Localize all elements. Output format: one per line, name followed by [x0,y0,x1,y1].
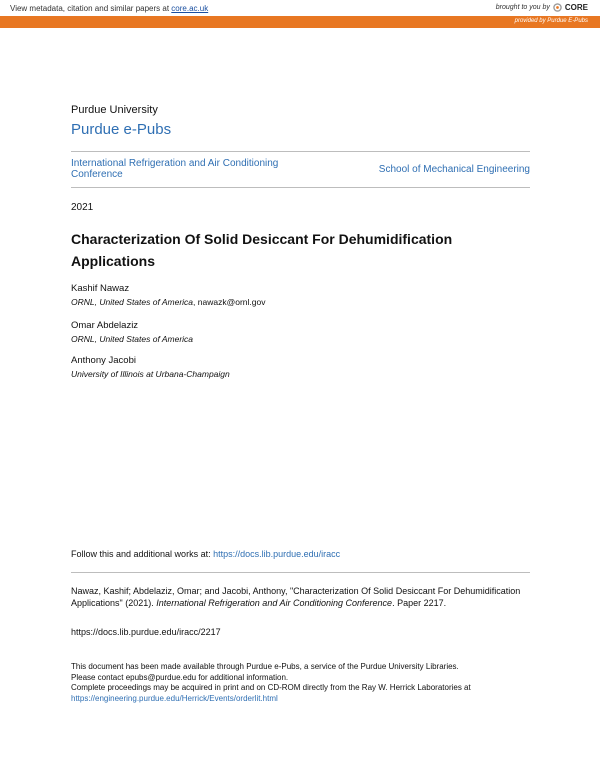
author-name: Kashif Nawaz [71,283,130,294]
core-logo-icon [553,3,562,12]
paper-title-text: Characterization Of Solid Desiccant For Dehumidification Applications [71,231,453,269]
author-name: Omar Abdelaziz [71,320,139,331]
repository-link[interactable]: Purdue e-Pubs [71,121,172,138]
paper-title[interactable] [71,228,501,272]
university-name: Purdue University [71,104,158,116]
follow-link[interactable]: https://docs.lib.purdue.edu/iracc [213,549,341,559]
core-logo[interactable]: CORE [564,3,588,12]
author-affiliation [71,297,265,307]
citation-paper-number: . Paper 2217. [392,598,447,608]
divider [71,187,530,188]
author-name: Anthony Jacobi [71,355,136,366]
note-line: Complete proceedings may be acquired in print and on CD-ROM directly from the Ray W. Herrick Laboratories at [71,683,471,692]
author-affiliation: University of Illinois at Urbana-Champaign [71,369,230,379]
note-line: Please contact epubs@purdue.edu for additional information. [71,672,289,682]
note-line: This document has been made available through Purdue e-Pubs, a service of the Purdue University Libraries. [71,662,459,671]
follow-line [71,549,340,559]
school-link[interactable]: School of Mechanical Engineering [378,164,530,175]
follow-text: Follow this and additional works at: [71,549,214,559]
brought-by [496,3,588,12]
citation [71,585,531,609]
core-metadata-text [10,4,208,13]
affiliation-text: ORNL, United States of America [71,297,194,307]
core-link[interactable]: core.ac.uk [171,4,209,13]
core-banner [0,0,600,16]
provided-by-text: provided by Purdue E-Pubs [514,18,588,24]
brought-text: brought to you by [495,4,550,11]
author-affiliation: ORNL, United States of America [71,334,194,344]
availability-note [71,662,541,704]
citation-url[interactable]: https://docs.lib.purdue.edu/iracc/2217 [71,627,221,637]
author-email: , nawazk@ornl.gov [193,297,266,307]
divider [71,572,530,573]
citation-text: Nawaz, Kashif; Abdelaziz, Omar; and Jacobi, Anthony, "Characterization Of Solid Desiccant For Dehumidification Applications" (2021). [71,586,521,608]
citation-venue: International Refrigeration and Air Conditioning Conference [156,598,393,608]
publication-year: 2021 [71,202,94,213]
conference-link[interactable]: International Refrigeration and Air Conditioning Conference [71,158,279,180]
core-text: View metadata, citation and similar papers at [10,4,172,13]
provider-bar [0,16,600,28]
divider [71,151,530,152]
herrick-link[interactable]: https://engineering.purdue.edu/Herrick/Events/orderlit.html [71,693,278,703]
